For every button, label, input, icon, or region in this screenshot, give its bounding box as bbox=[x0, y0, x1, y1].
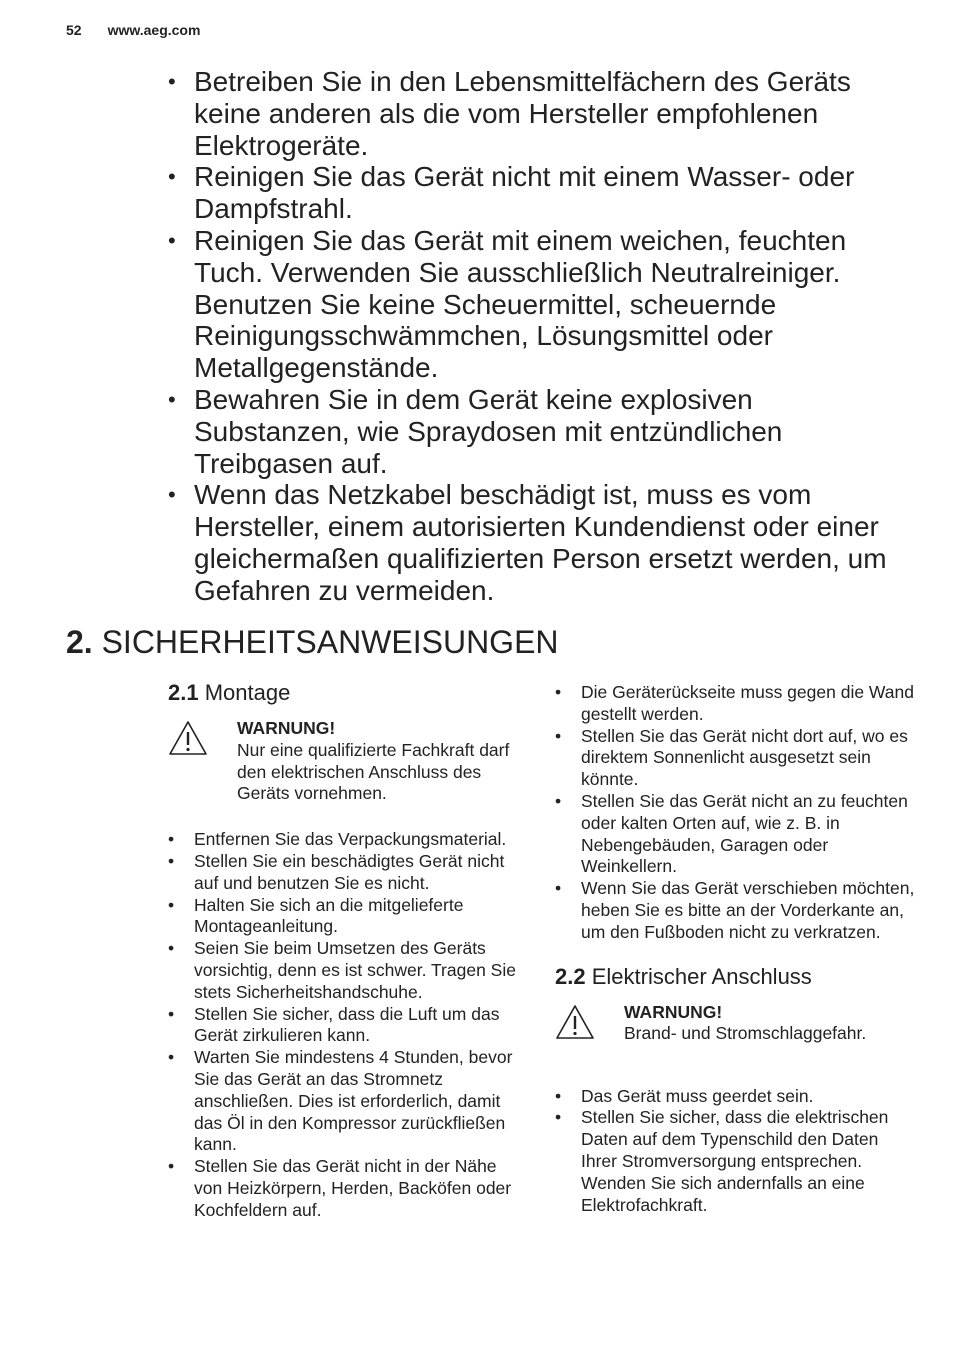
section-heading: SICHERHEITSANWEISUNGEN bbox=[101, 624, 559, 660]
list-item: • Stellen Sie das Gerät nicht an zu feuchten oder kalten Orten auf, wie z. B. in Nebengebäuden, Garagen oder Weinkellern. bbox=[555, 790, 908, 877]
electrical-title bbox=[555, 964, 915, 990]
list-item: • Stellen Sie sicher, dass die Luft um das Gerät zirkulieren kann. bbox=[168, 1003, 500, 1046]
bullet-icon: • bbox=[168, 894, 175, 915]
list-item: • Bewahren Sie in dem Gerät keine explosiven Substanzen, wie Spraydosen mit entzündlichen Treibgasen auf. bbox=[168, 383, 783, 479]
bullet-icon: • bbox=[168, 938, 175, 959]
website-link[interactable]: www.aeg.com bbox=[107, 22, 201, 38]
electrical-list bbox=[555, 1086, 915, 1217]
list-item: • Halten Sie sich an die mitgelieferte Montageanleitung. bbox=[168, 894, 464, 937]
list-item: • Stellen Sie das Gerät nicht dort auf, wo es direktem Sonnenlicht ausgesetzt sein könnte. bbox=[555, 725, 908, 790]
list-item: • Stellen Sie ein beschädigtes Gerät nicht auf und benutzen Sie es nicht. bbox=[168, 850, 505, 893]
page-header bbox=[66, 22, 200, 38]
warning-title: WARNUNG! bbox=[237, 718, 336, 738]
bullet-icon: • bbox=[168, 1003, 175, 1024]
bullet-icon: • bbox=[555, 1107, 562, 1128]
warning-triangle-icon bbox=[555, 1004, 595, 1040]
list-item: • Warten Sie mindestens 4 Stunden, bevor Sie das Gerät an das Stromnetz anschließen. Dies ist erforderlich, damit das Öl in den Kompressor zurückfließen kann. bbox=[168, 1047, 513, 1155]
montage-list-continued bbox=[555, 682, 915, 944]
section-title bbox=[66, 624, 559, 661]
warning-triangle-icon bbox=[168, 720, 208, 756]
montage-list bbox=[168, 829, 528, 1221]
electrical-warning bbox=[555, 1002, 915, 1062]
left-column bbox=[168, 680, 528, 1222]
subsection-heading: Elektrischer Anschluss bbox=[591, 963, 812, 989]
bullet-icon: • bbox=[168, 850, 175, 871]
list-item: • Wenn Sie das Gerät verschieben möchten, heben Sie es bitte an der Vorderkante an, um den Fußboden nicht zu verkratzen. bbox=[555, 878, 915, 942]
bullet-icon: • bbox=[168, 829, 175, 850]
list-item: • Das Gerät muss geerdet sein. bbox=[555, 1085, 814, 1106]
bullet-icon: • bbox=[168, 1047, 175, 1068]
warning-text: Brand- und Stromschlaggefahr. bbox=[624, 1023, 867, 1044]
list-item: • Entfernen Sie das Verpackungsmaterial. bbox=[168, 829, 507, 850]
bullet-icon: • bbox=[555, 725, 562, 746]
list-item: • Stellen Sie sicher, dass die elektrischen Daten auf dem Typenschild den Daten Ihrer Stromversorgung entsprechen. Wenden Sie sich andernfalls an eine Elektrofachkraft. bbox=[555, 1107, 889, 1215]
subsection-heading: Montage bbox=[204, 680, 291, 705]
bullet-icon: • bbox=[168, 69, 176, 94]
bullet-icon: • bbox=[168, 1156, 175, 1177]
bullet-icon: • bbox=[168, 227, 176, 253]
list-item: • Reinigen Sie das Gerät nicht mit einem Wasser- oder Dampfstrahl. bbox=[168, 161, 855, 225]
bullet-icon: • bbox=[555, 1085, 562, 1106]
montage-title bbox=[168, 680, 528, 706]
bullet-icon: • bbox=[168, 164, 176, 190]
subsection-number: 2.1 bbox=[168, 680, 199, 705]
bullet-icon: • bbox=[168, 482, 176, 508]
section-number: 2. bbox=[66, 624, 93, 660]
montage-warning bbox=[168, 718, 528, 805]
list-item: • Seien Sie beim Umsetzen des Geräts vorsichtig, denn es ist schwer. Tragen Sie stets Sicherheitshandschuhe. bbox=[168, 938, 516, 1002]
bullet-icon: • bbox=[555, 682, 562, 702]
list-item: • Die Geräterückseite muss gegen die Wand gestellt werden. bbox=[555, 682, 914, 724]
warning-text: Nur eine qualifizierte Fachkraft darf den elektrischen Anschluss des Geräts vornehmen. bbox=[237, 739, 510, 804]
list-item: • Wenn das Netzkabel beschädigt ist, muss es vom Hersteller, einem autorisierten Kundendienst oder einer gleichermaßen qualifizierten Person ersetzt werden, um Gefahren zu vermeiden. bbox=[168, 479, 887, 606]
subsection-number: 2.2 bbox=[555, 963, 586, 989]
list-item: • Stellen Sie das Gerät nicht in der Nähe von Heizkörpern, Herden, Backöfen oder Kochfeldern auf. bbox=[168, 1156, 512, 1220]
right-column bbox=[555, 682, 915, 1216]
warning-title: WARNUNG! bbox=[624, 1001, 723, 1022]
bullet-icon: • bbox=[555, 790, 562, 811]
page-number: 52 bbox=[66, 22, 82, 38]
bullet-icon: • bbox=[168, 386, 176, 412]
list-item: • Betreiben Sie in den Lebensmittelfächern des Geräts keine anderen als die vom Hersteller empfohlenen Elektrogeräte. bbox=[168, 66, 851, 161]
intro-safety-list bbox=[168, 66, 908, 607]
list-item: • Reinigen Sie das Gerät mit einem weichen, feuchten Tuch. Verwenden Sie ausschließlich Neutralreiniger. Benutzen Sie keine Scheuermittel, scheuernde Reinigungsschwämmchen, Lösungsmittel oder Metallgegenstände. bbox=[168, 224, 847, 384]
bullet-icon: • bbox=[555, 878, 562, 899]
